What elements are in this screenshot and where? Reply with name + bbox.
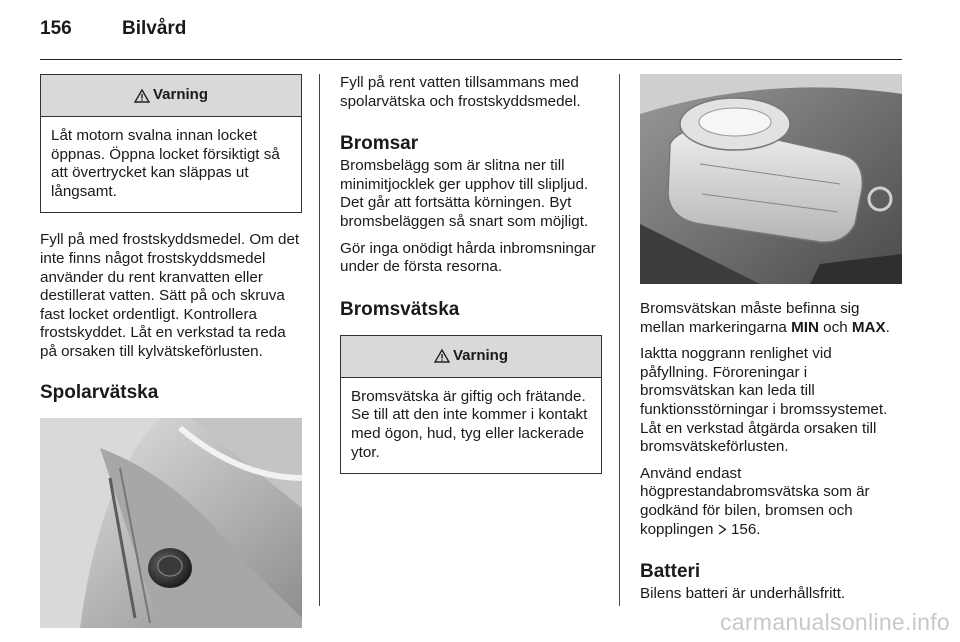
brake-fluid-photo <box>640 74 902 284</box>
coolant-paragraph: Fyll på med frostskyddsmedel. Om det inte finns något frostskyddsmedel använder du rent kranvatten eller destillerat vatten. Sätt på och skruva fast locket ordentligt. Kontrollera frostskyddet. Låt en verkstad ta reda på orsaken till kylvätskeförlusten. <box>40 231 300 360</box>
p1-text-mid: och <box>818 318 852 336</box>
warning-header <box>41 75 301 117</box>
warning-triangle-icon <box>134 89 150 103</box>
heading-spolarvatska: Spolarvätska <box>40 381 159 403</box>
brakes-paragraph: Bromsbelägg som är slitna ner till minimitjocklek ger upphov till slipljud. Det går att fortsätta körningen. Byt bromsbeläggen så snart som möjligt. <box>340 157 589 230</box>
max-marker: MAX <box>851 318 886 336</box>
washer-fluid-paragraph: Fyll på rent vatten tillsammans med spolarvätska och frostskyddsmedel. <box>340 74 581 110</box>
page-reference-link[interactable]: 156. <box>730 520 761 538</box>
column-divider <box>619 74 620 606</box>
column-divider <box>319 74 320 606</box>
watermark: carmanualsonline.info <box>719 609 950 635</box>
warning-triangle-icon <box>434 349 450 363</box>
column-3 <box>640 74 902 612</box>
brake-fluid-level-paragraph <box>640 300 902 337</box>
high-performance-paragraph <box>640 465 902 539</box>
warning-text: Låt motorn svalna innan locket öppnas. Öppna locket försiktigt så att övertrycket kan släppas ut långsamt. <box>51 127 280 200</box>
p1-text-before: Bromsvätskan måste befinna sig mellan markeringarna <box>640 300 860 336</box>
section-title: Bilvård <box>122 18 187 39</box>
brake-fluid-illustration <box>640 74 902 284</box>
column-2 <box>340 74 602 474</box>
column-1 <box>40 74 302 628</box>
washer-fluid-illustration <box>40 418 302 628</box>
header-rule <box>40 59 902 60</box>
p3-text: Använd endast högprestandabromsvätska som är godkänd för bilen, bromsen och kopplingen <box>640 464 870 538</box>
page-reference-icon <box>718 524 727 535</box>
braking-paragraph: Gör inga onödigt hårda inbromsningar under de första resorna. <box>340 239 596 276</box>
min-marker: MIN <box>791 318 819 336</box>
page-header <box>40 18 186 48</box>
heading-bromsvatska: Bromsvätska <box>340 298 460 320</box>
cleanliness-paragraph: Iaktta noggrann renlighet vid påfyllning. Föroreningar i bromsvätskan kan leda till funktionsstörningar i bromssystemet. Låt en verkstad åtgärda orsaken till bromsvätskeförlusten. <box>640 345 888 456</box>
warning-box <box>40 74 302 213</box>
heading-bromsar: Bromsar <box>340 133 419 155</box>
page-number: 156 <box>40 18 72 39</box>
washer-fluid-photo <box>40 418 302 628</box>
warning-box <box>340 335 602 474</box>
warning-text: Bromsvätska är giftig och frätande. Se till att den inte kommer i kontakt med ögon, hud, tyg eller lackerade ytor. <box>351 387 588 461</box>
battery-paragraph: Bilens batteri är underhållsfritt. <box>640 585 846 603</box>
warning-label: Varning <box>152 86 208 104</box>
warning-label: Varning <box>452 346 508 364</box>
warning-header <box>341 336 601 378</box>
p1-text-end: . <box>885 318 890 336</box>
heading-batteri: Batteri <box>640 561 701 583</box>
